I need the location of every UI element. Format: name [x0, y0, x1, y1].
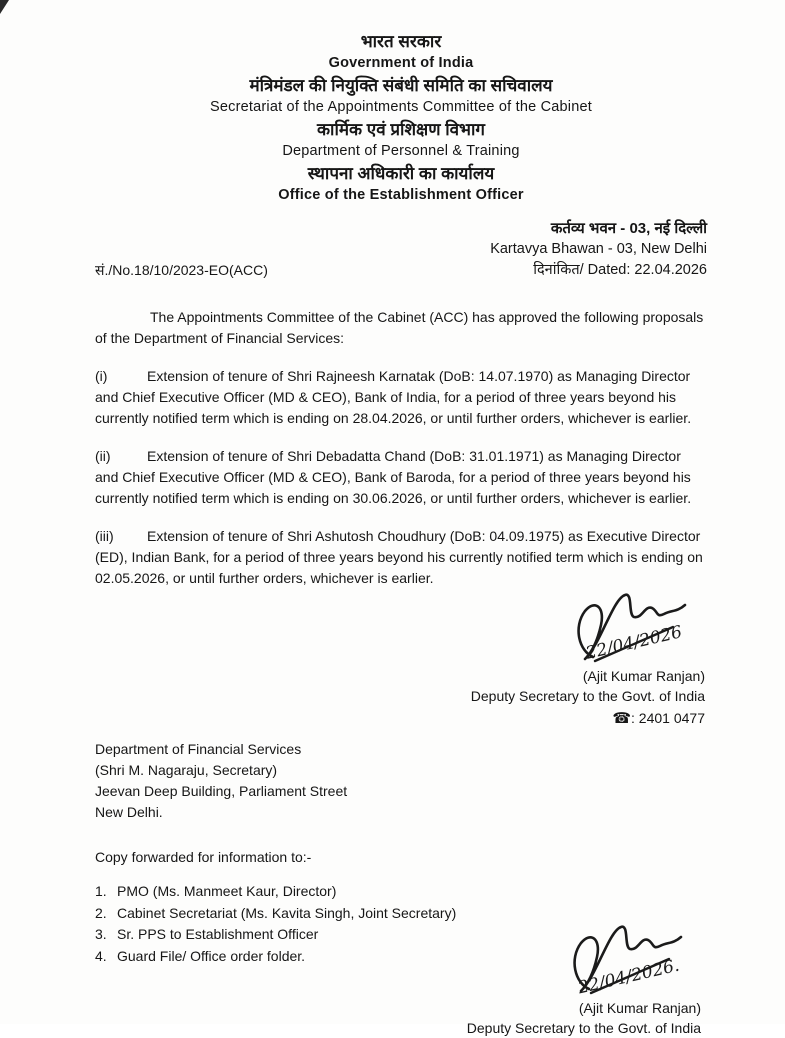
recipient-line-3: Jeevan Deep Building, Parliament Street: [95, 783, 348, 799]
proposal-text-2: Extension of tenure of Shri Debadatta Chand (DoB: 31.01.1971) as Managing Director and Chief Executive Officer (MD & CEO), Bank of Baroda, for a period of three years beyond his currently notified term which is ending on 30.06.2026, or until further orders, whichever is earlier.: [95, 448, 692, 506]
signatory-name: (Ajit Kumar Ranjan): [578, 1000, 701, 1016]
proposal-text-3: Extension of tenure of Shri Ashutosh Choudhury (DoB: 04.09.1975) as Executive Director (ED), Indian Bank, for a period of three years beyond his currently notified term which is ending on 02.05.2026, or until further orders, whichever is earlier.: [95, 528, 703, 586]
proposal-text-1: Extension of tenure of Shri Rajneesh Karnatak (DoB: 14.07.1970) as Managing Director and Chief Executive Officer (MD & CEO), Bank of India, for a period of three years beyond his currently notified term which is ending on 28.04.2026, or until further orders, whichever is earlier.: [95, 368, 692, 426]
copy-item-text: Guard File/ Office order folder.: [117, 947, 306, 964]
recipient-line-2: (Shri M. Nagaraju, Secretary): [95, 762, 278, 778]
copy-item-text: Cabinet Secretariat (Ms. Kavita Singh, Joint Secretary): [117, 904, 457, 921]
scan-artifact: [0, 0, 9, 14]
recipient-line-4: New Delhi.: [95, 804, 163, 820]
copy-item-text: Sr. PPS to Establishment Officer: [117, 926, 319, 942]
proposal-number-3: (iii): [95, 528, 114, 544]
letterhead-department-hindi: कार्मिक एवं प्रशिक्षण विभाग: [316, 120, 485, 139]
letterhead-govt-hindi: भारत सरकार: [360, 32, 442, 51]
telephone-icon: ☎: [612, 710, 632, 727]
copy-item-text: PMO (Ms. Manmeet Kaur, Director): [117, 883, 337, 899]
handwritten-date: 22/04/2026: [584, 622, 684, 664]
proposal-item-1: [95, 366, 707, 429]
proposal-item-2: [95, 446, 707, 509]
signatory-name: (Ajit Kumar Ranjan): [582, 668, 705, 684]
letterhead-department-english: Department of Personnel & Training: [282, 143, 520, 159]
letterhead-secretariat-hindi: मंत्रिमंडल की नियुक्ति संबंधी समिति का सचिवालय: [249, 76, 553, 95]
address-english: Kartavya Bhawan - 03, New Delhi: [490, 241, 707, 257]
letterhead-secretariat-english: Secretariat of the Appointments Committee of the Cabinet: [210, 99, 592, 115]
letterhead-govt-english: Government of India: [328, 55, 474, 71]
signature-block-top: [95, 591, 705, 729]
date-line: दिनांकित/ Dated: 22.04.2026: [533, 262, 707, 278]
signatory-designation: Deputy Secretary to the Govt. of India: [466, 1020, 701, 1036]
signatory-designation: Deputy Secretary to the Govt. of India: [470, 688, 705, 704]
copy-list-item: [95, 903, 707, 925]
phone-line: [95, 708, 705, 729]
letterhead-office-hindi: स्थापना अधिकारी का कार्यालय: [307, 164, 495, 183]
copy-item-number: 2.: [95, 904, 107, 921]
phone-number: : 2401 0477: [631, 710, 705, 726]
letterhead: [95, 30, 707, 206]
proposal-number-2: (ii): [95, 448, 111, 464]
meta-row: [95, 218, 707, 281]
copy-list-item: [95, 881, 707, 903]
copy-forwarded-heading: Copy forwarded for information to:-: [95, 849, 312, 865]
recipient-block: [95, 739, 707, 823]
proposal-number-1: (i): [95, 368, 108, 384]
signature-area: [515, 591, 705, 665]
reference-number: सं./No.18/10/2023-EO(ACC): [95, 262, 268, 278]
intro-paragraph: The Appointments Committee of the Cabinet (ACC) has approved the following proposals of the Department of Financial Services:: [95, 309, 704, 346]
address-hindi: कर्तव्य भवन - 03, नई दिल्ली: [550, 220, 707, 237]
proposal-item-3: [95, 526, 707, 589]
copy-item-number: 4.: [95, 947, 107, 964]
handwritten-date: 22/04/2026.: [576, 955, 682, 999]
address-date-block: [490, 218, 707, 281]
recipient-line-1: Department of Financial Services: [95, 741, 302, 757]
copy-item-number: 3.: [95, 926, 107, 942]
copy-item-number: 1.: [95, 883, 107, 899]
signature-area: [511, 923, 701, 997]
letterhead-office-english: Office of the Establishment Officer: [278, 187, 524, 203]
